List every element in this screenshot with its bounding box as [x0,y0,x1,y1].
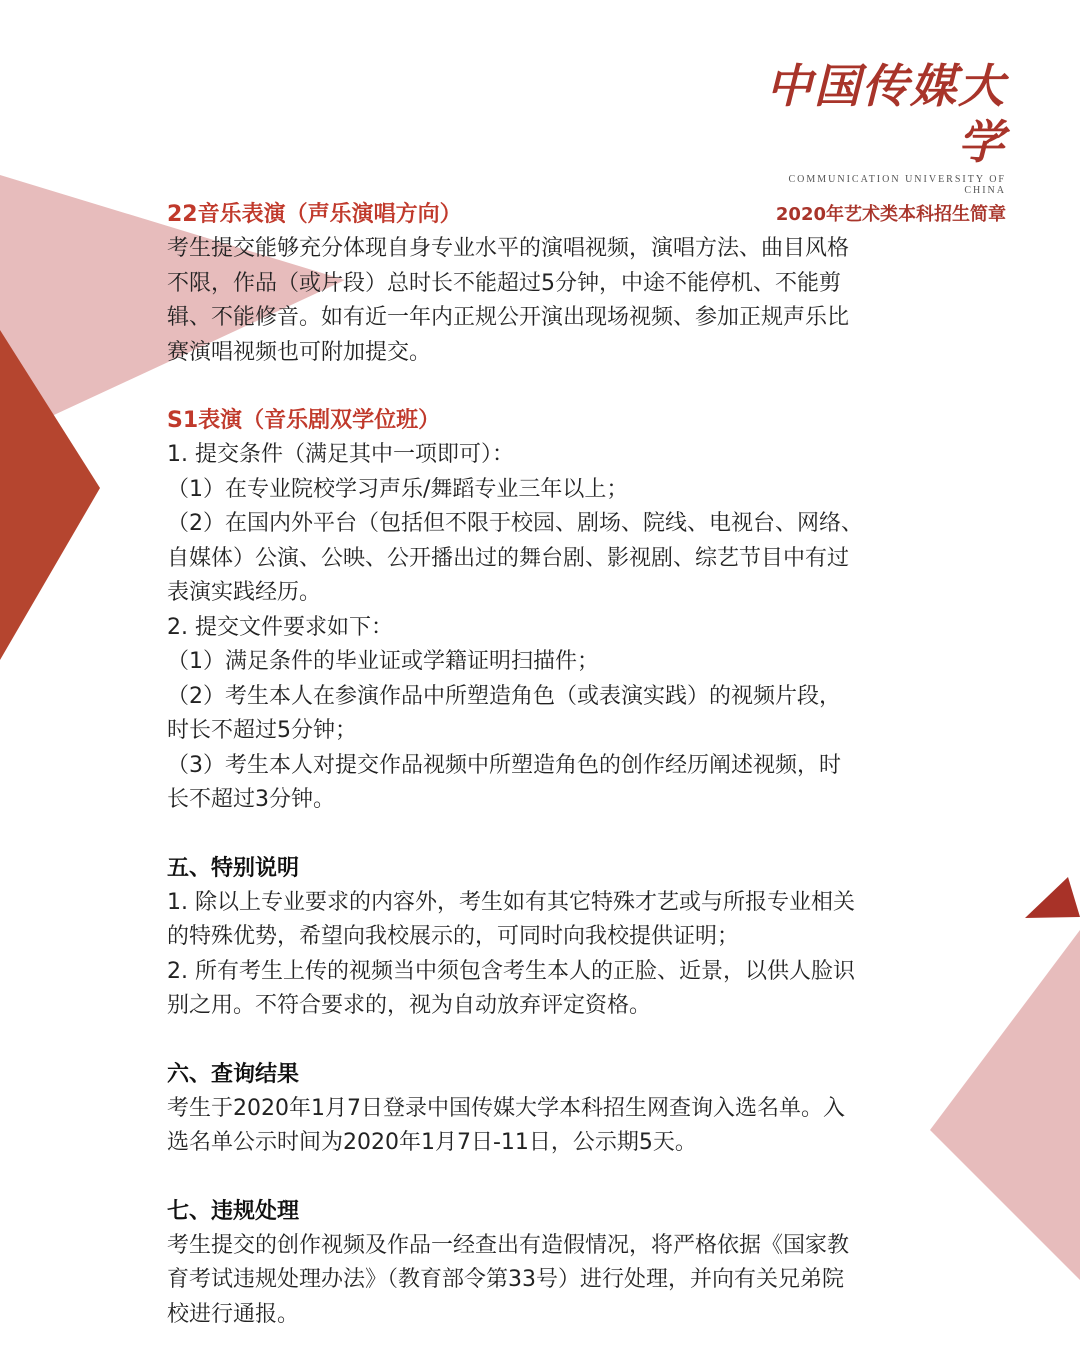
section-results [167,1058,927,1161]
section-violation [167,1195,927,1333]
brochure-subtitle: 2020年艺术类本科招生简章 [775,204,1006,225]
section-title-violation: 七、违规处理 [167,1198,300,1224]
section-special-notes [167,852,927,1024]
document-body [167,198,927,1366]
section-body-special: 1. 除以上专业要求的内容外，考生如有其它特殊才艺或与所报专业相关 的特殊优势，希望向我校展示的，可同时向我校提供证明； 2. 所有考生上传的视频当中须包含考生本人的正脸、近景，以供人脸识 别之用。不符合要求的，视为自动放弃评定资格。 [167,889,855,1018]
section-body-violation: 考生提交的创作视频及作品一经查出有造假情况，将严格依据《国家教 育考试违规处理办法》（教育部令第33号）进行处理，并向有关兄弟院 校进行通报。 [167,1232,850,1327]
section-body-results: 考生于2020年1月7日登录中国传媒大学本科招生网查询入选名单。入 选名单公示时间为2020年1月7日-11日，公示期5天。 [167,1095,845,1155]
right-red-triangle [1025,877,1080,918]
section-title-special: 五、特别说明 [167,855,300,881]
logo-chinese: 中国传媒大学 [766,59,1006,169]
section-title-music: 22音乐表演（声乐演唱方向） [167,202,462,227]
section-title-s1: S1表演（音乐剧双学位班） [167,408,441,433]
section-body-s1: 1. 提交条件（满足其中一项即可）： （1）在专业院校学习声乐/舞蹈专业三年以上； （2）在国内外平台（包括但不限于校园、剧场、院线、电视台、网络、 自媒体）公演、公映、公开播出过的舞台剧、影视剧、综艺节目中有过 表演实践经历。 2. 提交文件要求如下： （1）满足条件的毕业证或学籍证明扫描件； （2）考生本人在参演作品中所塑造角色（或表演实践）的视频片段， 时长不超过5分钟； （3）考生本人对提交作品视频中所塑造角色的创作经历阐述视频，时 长不超过3分钟。 [167,442,863,812]
section-s1-performance [167,404,927,818]
section-music-performance [167,198,927,370]
section-body-music: 考生提交能够充分体现自身专业水平的演唱视频，演唱方法、曲目风格 不限，作品（或片段）总时长不能超过5分钟，中途不能停机、不能剪 辑、不能修音。如有近一年内正规公开演出现场视频、参加正规声乐比 赛演唱视频也可附加提交。 [167,236,850,365]
logo-english: COMMUNICATION UNIVERSITY OF CHINA [788,174,1006,196]
right-pink-triangle [930,930,1080,1280]
section-title-results: 六、查询结果 [167,1061,300,1087]
